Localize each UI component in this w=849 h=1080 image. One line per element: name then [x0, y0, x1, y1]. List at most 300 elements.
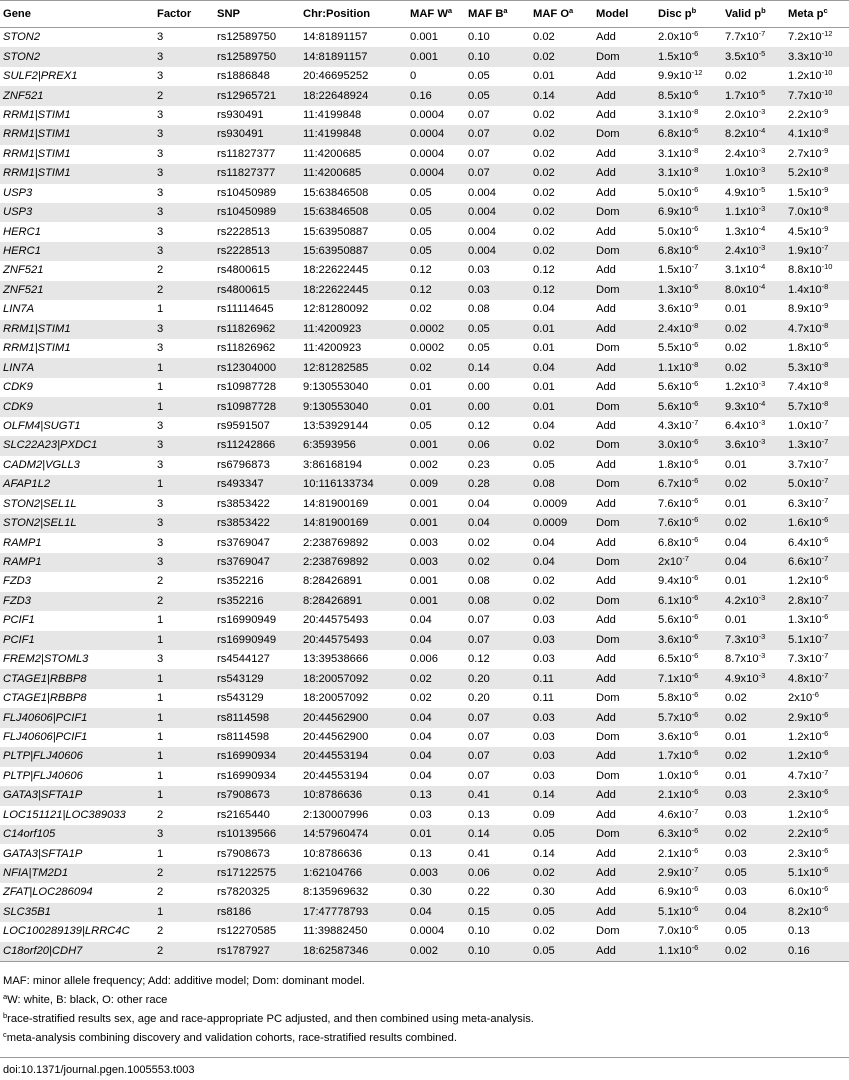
cell-maf-b: 0.04	[465, 514, 530, 533]
cell-disc-p: $3.0x10^{-6}$	[655, 436, 722, 455]
cell-factor: 3	[154, 242, 214, 261]
cell-maf-o: 0.03	[530, 747, 593, 766]
cell-factor: 1	[154, 358, 214, 377]
cell-maf-b: 0.12	[468, 653, 490, 666]
cell-chr-position: 20:44575493	[300, 631, 407, 650]
cell-gene: STON2|SEL1L	[0, 514, 154, 533]
cell-maf-o: 0.05	[530, 903, 593, 922]
cell-disc-p: $6.8x10^{-6}$	[658, 534, 699, 549]
table-row	[0, 184, 849, 203]
cell-meta-p: $2x10^{-6}$	[788, 690, 819, 705]
cell-chr-position: 18:22622445	[300, 281, 407, 300]
cell-gene: RAMP1	[0, 553, 154, 572]
cell-model: Add	[596, 575, 616, 588]
cell-maf-o: 0.01	[530, 397, 593, 416]
cell-snp: rs8186	[214, 903, 300, 922]
cell-maf-w: 0	[410, 70, 417, 83]
cell-factor: 3	[157, 147, 164, 160]
cell-disc-p: $5.7x10^{-6}$	[655, 708, 722, 727]
cell-valid-p: 0.02	[722, 747, 785, 766]
cell-maf-o: 0.02	[533, 225, 555, 238]
cell-maf-o: 0.04	[533, 536, 555, 549]
cell-maf-w: 0.0004	[407, 125, 465, 144]
cell-gene: PLTP|FLJ40606	[3, 769, 83, 782]
cell-factor: 1	[154, 475, 214, 494]
cell-gene: USP3	[0, 203, 154, 222]
cell-valid-p: $9.3x10^{-4}$	[722, 397, 785, 416]
cell-disc-p: $1.3x10^{-6}$	[655, 281, 722, 300]
cell-maf-b: 0.14	[465, 825, 530, 844]
cell-gene: PLTP|FLJ40606	[0, 747, 154, 766]
cell-factor: 2	[154, 281, 214, 300]
cell-model: Add	[593, 164, 655, 183]
cell-meta-p: $1.2x10^{-10}$	[788, 68, 833, 83]
table-row	[0, 747, 849, 766]
cell-meta-p: $6.4x10^{-6}$	[788, 534, 829, 549]
cell-disc-p: $9.9x10^{-12}$	[658, 68, 703, 83]
col-header-maf-b: MAF $B^a$	[465, 1, 530, 28]
cell-gene: FLJ40606|PCIF1	[3, 730, 88, 743]
cell-maf-o: 0.02	[530, 242, 593, 261]
cell-model: Add	[593, 903, 655, 922]
cell-maf-b: 0.41	[465, 786, 530, 805]
cell-meta-p: $3.3x10^{-10}$	[785, 47, 849, 66]
cell-valid-p: $1.0x10^{-3}$	[722, 164, 785, 183]
cell-factor: 2	[154, 86, 214, 105]
cell-meta-p: $5.1x10^{-6}$	[785, 864, 849, 883]
table-row	[0, 553, 849, 572]
table-row	[0, 844, 849, 863]
cell-model: Add	[596, 147, 616, 160]
cell-chr-position: 14:81900169	[300, 514, 407, 533]
cell-factor: 1	[154, 786, 214, 805]
cell-gene: FREM2|STOML3	[3, 653, 89, 666]
cell-maf-w: 0.001	[410, 31, 438, 44]
cell-chr-position: 14:81891157	[303, 31, 368, 44]
cell-meta-p: $2.2x10^{-9}$	[788, 106, 829, 121]
cell-maf-b: 0.07	[465, 708, 530, 727]
cell-maf-w: 0.002	[410, 458, 438, 471]
cell-gene: ZFAT|LOC286094	[3, 886, 93, 899]
cell-valid-p: $3.6x10^{-3}$	[722, 436, 785, 455]
cell-gene: SLC35B1	[0, 903, 154, 922]
cell-maf-w: 0.05	[407, 203, 465, 222]
cell-maf-w: 0.04	[410, 730, 432, 743]
table-row	[0, 378, 849, 397]
cell-chr-position: 3:86168194	[303, 458, 363, 471]
cell-factor: 3	[157, 419, 164, 432]
col-header-snp: SNP	[214, 1, 300, 28]
cell-meta-p: $7.4x10^{-8}$	[788, 379, 829, 394]
table-row	[0, 514, 849, 533]
cell-maf-b: 0.03	[465, 281, 530, 300]
table-row	[0, 903, 849, 922]
cell-model: Add	[596, 186, 616, 199]
table-row	[0, 47, 849, 66]
cell-maf-w: 0.03	[410, 808, 432, 821]
table-row	[0, 320, 849, 339]
cell-maf-b: 0.07	[468, 730, 490, 743]
table-row	[0, 883, 849, 902]
cell-maf-o: 0.05	[530, 942, 593, 962]
cell-snp: rs352216	[217, 575, 264, 588]
table-row	[0, 611, 849, 630]
cell-valid-p: $1.3x10^{-4}$	[725, 223, 766, 238]
cell-disc-p: $5.0x10^{-6}$	[658, 184, 699, 199]
cell-maf-o: 0.11	[530, 669, 593, 688]
table-row	[0, 456, 849, 475]
cell-gene: SLC22A23|PXDC1	[0, 436, 154, 455]
cell-factor: 3	[157, 70, 164, 83]
cell-snp: rs10139566	[214, 825, 300, 844]
footnote-a: $^a$W: white, B: black, O: other race	[3, 992, 168, 1006]
cell-chr-position: 10:8786636	[300, 786, 407, 805]
cell-meta-p: $4.7x10^{-7}$	[788, 767, 829, 782]
cell-disc-p: $1.1x10^{-8}$	[655, 358, 722, 377]
cell-valid-p: $8.7x10^{-3}$	[725, 651, 766, 666]
cell-valid-p: $6.4x10^{-3}$	[725, 417, 766, 432]
cell-meta-p: $1.3x10^{-6}$	[788, 612, 829, 627]
cell-model: Add	[596, 70, 616, 83]
cell-maf-b: 0.04	[468, 497, 490, 510]
table-row	[0, 572, 849, 591]
table-row	[0, 106, 849, 125]
table-row	[0, 631, 849, 650]
cell-model: Add	[593, 86, 655, 105]
cell-maf-w: 0.0004	[410, 108, 445, 121]
cell-disc-p: $6.9x10^{-6}$	[658, 884, 699, 899]
cell-factor: 2	[154, 592, 214, 611]
cell-model: Add	[596, 108, 616, 121]
cell-meta-p: $6.0x10^{-6}$	[788, 884, 829, 899]
cell-meta-p: $1.6x10^{-6}$	[785, 514, 849, 533]
cell-disc-p: $7.6x10^{-6}$	[655, 514, 722, 533]
cell-maf-o: 0.03	[530, 708, 593, 727]
cell-maf-b: 0.10	[465, 942, 530, 962]
table-row	[0, 242, 849, 261]
cell-disc-p: $5.1x10^{-6}$	[655, 903, 722, 922]
cell-valid-p: 0.01	[725, 730, 747, 743]
cell-maf-o: 0.04	[530, 553, 593, 572]
cell-disc-p: $6.9x10^{-6}$	[655, 203, 722, 222]
cell-chr-position: 20:44562900	[303, 730, 369, 743]
cell-model: Dom	[593, 514, 655, 533]
cell-maf-b: 0.10	[468, 925, 490, 938]
table-row	[0, 28, 849, 48]
cell-model: Dom	[593, 475, 655, 494]
table-row	[0, 533, 849, 552]
cell-valid-p: $2.4x10^{-3}$	[722, 242, 785, 261]
cell-snp: rs12270585	[217, 925, 277, 938]
cell-maf-w: 0.05	[410, 225, 432, 238]
cell-model: Add	[596, 264, 616, 277]
cell-maf-o: 0.02	[533, 147, 555, 160]
cell-model: Dom	[596, 925, 620, 938]
cell-maf-w: 0.006	[410, 653, 438, 666]
cell-maf-b: 0.13	[468, 808, 490, 821]
cell-maf-w: 0.0002	[407, 320, 465, 339]
cell-maf-w: 0.001	[407, 47, 465, 66]
cell-maf-o: 0.04	[530, 358, 593, 377]
cell-chr-position: 17:47778793	[300, 903, 407, 922]
cell-maf-w: 0.003	[410, 536, 438, 549]
table-row	[0, 86, 849, 105]
cell-maf-o: 0.02	[533, 186, 555, 199]
cell-meta-p: $5.2x10^{-8}$	[785, 164, 849, 183]
cell-valid-p: 0.03	[725, 808, 747, 821]
cell-disc-p: $5.6x10^{-6}$	[658, 612, 699, 627]
cell-maf-w: 0.04	[407, 903, 465, 922]
cell-chr-position: 9:130553040	[300, 397, 407, 416]
cell-factor: 3	[157, 653, 164, 666]
table-row	[0, 495, 849, 514]
cell-gene: C18orf20|CDH7	[0, 942, 154, 962]
cell-model: Add	[593, 747, 655, 766]
cell-factor: 3	[157, 497, 164, 510]
cell-maf-w: 0.01	[407, 825, 465, 844]
cell-chr-position: 13:39538666	[303, 653, 369, 666]
table-row	[0, 164, 849, 183]
cell-maf-o: 0.12	[533, 264, 555, 277]
cell-valid-p: $3.5x10^{-5}$	[722, 47, 785, 66]
cell-valid-p: $1.1x10^{-3}$	[722, 203, 785, 222]
cell-gene: ZNF521	[3, 264, 44, 277]
cell-disc-p: $5.5x10^{-6}$	[658, 340, 699, 355]
cell-valid-p: 0.02	[722, 475, 785, 494]
cell-disc-p: $1.5x10^{-6}$	[655, 47, 722, 66]
cell-maf-b: 0.02	[465, 553, 530, 572]
cell-valid-p: 0.01	[725, 497, 747, 510]
cell-meta-p: $1.4x10^{-8}$	[785, 281, 849, 300]
cell-snp: rs930491	[217, 108, 264, 121]
cell-model: Add	[593, 942, 655, 962]
cell-snp: rs16990949	[214, 631, 300, 650]
cell-maf-b: 0.004	[465, 203, 530, 222]
cell-maf-b: 0.23	[468, 458, 490, 471]
cell-meta-p: $1.5x10^{-9}$	[788, 184, 829, 199]
cell-snp: rs4544127	[217, 653, 270, 666]
cell-maf-o: 0.14	[530, 786, 593, 805]
cell-snp: rs16990949	[217, 614, 277, 627]
cell-maf-w: 0.02	[410, 303, 432, 316]
cell-maf-b: 0.22	[468, 886, 490, 899]
cell-snp: rs543129	[214, 669, 300, 688]
cell-meta-p: $3.7x10^{-7}$	[788, 456, 829, 471]
cell-maf-o: 0.04	[533, 419, 555, 432]
cell-maf-o: 0.03	[533, 730, 555, 743]
cell-factor: 3	[154, 553, 214, 572]
cell-model: Add	[596, 419, 616, 432]
cell-factor: 1	[157, 692, 164, 705]
cell-snp: rs16990934	[217, 769, 277, 782]
cell-model: Dom	[593, 631, 655, 650]
cell-maf-w: 0.001	[410, 497, 438, 510]
cell-model: Add	[596, 225, 616, 238]
cell-model: Add	[593, 708, 655, 727]
cell-gene: GATA3|SFTA1P	[0, 786, 154, 805]
cell-maf-b: 0.10	[465, 47, 530, 66]
cell-factor: 1	[154, 631, 214, 650]
doi-link[interactable]: doi:10.1371/journal.pgen.1005553.t003	[0, 1057, 849, 1076]
cell-maf-o: 0.04	[533, 303, 555, 316]
cell-model: Dom	[593, 397, 655, 416]
cell-maf-w: 0.02	[407, 358, 465, 377]
cell-maf-o: 0.05	[530, 825, 593, 844]
cell-maf-o: 0.11	[533, 692, 554, 705]
cell-gene: AFAP1L2	[0, 475, 154, 494]
cell-maf-o: 0.02	[530, 864, 593, 883]
cell-gene: LOC100289139|LRRC4C	[3, 925, 130, 938]
cell-snp: rs11114645	[217, 303, 274, 316]
cell-snp: rs10450989	[214, 203, 300, 222]
cell-gene: CADM2|VGLL3	[3, 458, 80, 471]
cell-snp: rs6796873	[217, 458, 270, 471]
cell-model: Dom	[593, 281, 655, 300]
cell-factor: 1	[154, 669, 214, 688]
cell-snp: rs11242866	[214, 436, 300, 455]
cell-gene: HERC1	[3, 225, 41, 238]
cell-maf-b: 0.08	[465, 592, 530, 611]
cell-snp: rs3853422	[217, 497, 270, 510]
cell-chr-position: 20:44553194	[300, 747, 407, 766]
cell-chr-position: 10:8786636	[303, 847, 363, 860]
cell-factor: 1	[157, 730, 164, 743]
cell-disc-p: $5.8x10^{-6}$	[658, 690, 699, 705]
table-row	[0, 358, 849, 377]
cell-valid-p: 0.01	[725, 458, 747, 471]
cell-factor: 2	[157, 575, 164, 588]
cell-model: Dom	[593, 125, 655, 144]
cell-valid-p: $7.7x10^{-7}$	[725, 29, 766, 44]
cell-factor: 3	[157, 536, 164, 549]
cell-gene: CTAGE1|RBBP8	[0, 669, 154, 688]
cell-snp: rs11826962	[214, 320, 300, 339]
cell-maf-o: 0.01	[533, 381, 555, 394]
cell-valid-p: 0.02	[725, 692, 747, 705]
cell-maf-w: 0.003	[407, 553, 465, 572]
cell-disc-p: $6.8x10^{-6}$	[655, 125, 722, 144]
cell-disc-p: $2x10^{-7}$	[655, 553, 722, 572]
cell-chr-position: 12:81282585	[300, 358, 407, 377]
cell-maf-o: 0.02	[530, 436, 593, 455]
cell-chr-position: 11:4200923	[300, 320, 407, 339]
cell-maf-o: 0.02	[533, 31, 555, 44]
cell-chr-position: 13:53929144	[303, 419, 369, 432]
cell-model: Add	[593, 320, 655, 339]
cell-model: Add	[593, 669, 655, 688]
table-row	[0, 417, 849, 436]
cell-snp: rs17122575	[214, 864, 300, 883]
table-row	[0, 767, 849, 786]
cell-meta-p: $7.7x10^{-10}$	[785, 86, 849, 105]
cell-model: Add	[596, 536, 616, 549]
cell-maf-o: 0.0009	[530, 514, 593, 533]
cell-factor: 1	[157, 847, 164, 860]
cell-gene: C14orf105	[0, 825, 154, 844]
cell-model: Add	[596, 497, 616, 510]
table-row	[0, 825, 849, 844]
cell-model: Dom	[593, 242, 655, 261]
cell-maf-b: 0.12	[468, 419, 490, 432]
cell-factor: 3	[157, 186, 164, 199]
cell-maf-w: 0.001	[407, 436, 465, 455]
cell-chr-position: 14:81900169	[303, 497, 369, 510]
col-header-valid-p: Valid $p^b$	[722, 1, 785, 28]
cell-valid-p: 0.04	[722, 553, 785, 572]
cell-factor: 3	[154, 514, 214, 533]
cell-gene: PCIF1	[0, 631, 154, 650]
header-row	[0, 1, 849, 28]
cell-maf-o: 0.02	[533, 925, 555, 938]
cell-maf-w: 0.0004	[410, 925, 445, 938]
cell-maf-b: 0.10	[468, 31, 490, 44]
cell-snp: rs1886848	[217, 70, 270, 83]
cell-meta-p: $4.7x10^{-8}$	[785, 320, 849, 339]
cell-maf-w: 0.04	[407, 631, 465, 650]
cell-disc-p: $6.3x10^{-6}$	[655, 825, 722, 844]
cell-chr-position: 2:130007996	[303, 808, 369, 821]
cell-snp: rs2228513	[214, 242, 300, 261]
cell-gene: RRM1|STIM1	[3, 342, 71, 355]
cell-meta-p: $5.0x10^{-7}$	[785, 475, 849, 494]
cell-snp: rs3769047	[214, 553, 300, 572]
cell-disc-p: $6.1x10^{-6}$	[655, 592, 722, 611]
cell-gene: ZNF521	[0, 281, 154, 300]
col-header-maf-w: MAF $W^a$	[407, 1, 465, 28]
cell-chr-position: 8:28426891	[303, 575, 363, 588]
cell-chr-position: 15:63950887	[303, 225, 369, 238]
cell-maf-o: 0.03	[530, 631, 593, 650]
cell-factor: 1	[154, 708, 214, 727]
cell-maf-o: 0.02	[533, 575, 555, 588]
cell-model: Add	[596, 653, 616, 666]
cell-chr-position: 20:44562900	[300, 708, 407, 727]
cell-snp: rs12965721	[214, 86, 300, 105]
cell-meta-p: $5.3x10^{-8}$	[785, 358, 849, 377]
cell-factor: 1	[154, 903, 214, 922]
cell-maf-b: 0.28	[465, 475, 530, 494]
cell-maf-w: 0.04	[407, 708, 465, 727]
cell-model: Add	[596, 458, 616, 471]
cell-maf-o: 0.0009	[533, 497, 568, 510]
cell-maf-b: 0.004	[465, 242, 530, 261]
cell-maf-w: 0.04	[410, 769, 432, 782]
cell-gene: RRM1|STIM1	[0, 164, 154, 183]
cell-snp: rs11826962	[217, 342, 276, 355]
table-row	[0, 708, 849, 727]
cell-disc-p: $3.1x10^{-8}$	[658, 106, 699, 121]
cell-meta-p: 0.13	[788, 925, 810, 938]
cell-chr-position: 18:20057092	[300, 669, 407, 688]
cell-model: Dom	[593, 825, 655, 844]
cell-maf-w: 0.009	[407, 475, 465, 494]
cell-meta-p: $4.8x10^{-7}$	[785, 669, 849, 688]
cell-snp: rs11827377	[217, 147, 276, 160]
cell-disc-p: $3.1x10^{-8}$	[655, 164, 722, 183]
cell-valid-p: 0.05	[722, 864, 785, 883]
cell-maf-o: 0.02	[530, 592, 593, 611]
cell-factor: 2	[154, 864, 214, 883]
cell-gene: FZD3	[3, 575, 31, 588]
cell-snp: rs2228513	[217, 225, 270, 238]
cell-valid-p: 0.01	[725, 303, 747, 316]
cell-maf-b: 0.05	[468, 70, 490, 83]
cell-maf-b: 0.06	[465, 436, 530, 455]
cell-maf-b: 0.07	[465, 631, 530, 650]
cell-model: Dom	[596, 769, 620, 782]
cell-valid-p: $2.0x10^{-3}$	[725, 106, 766, 121]
cell-meta-p: $5.1x10^{-7}$	[785, 631, 849, 650]
